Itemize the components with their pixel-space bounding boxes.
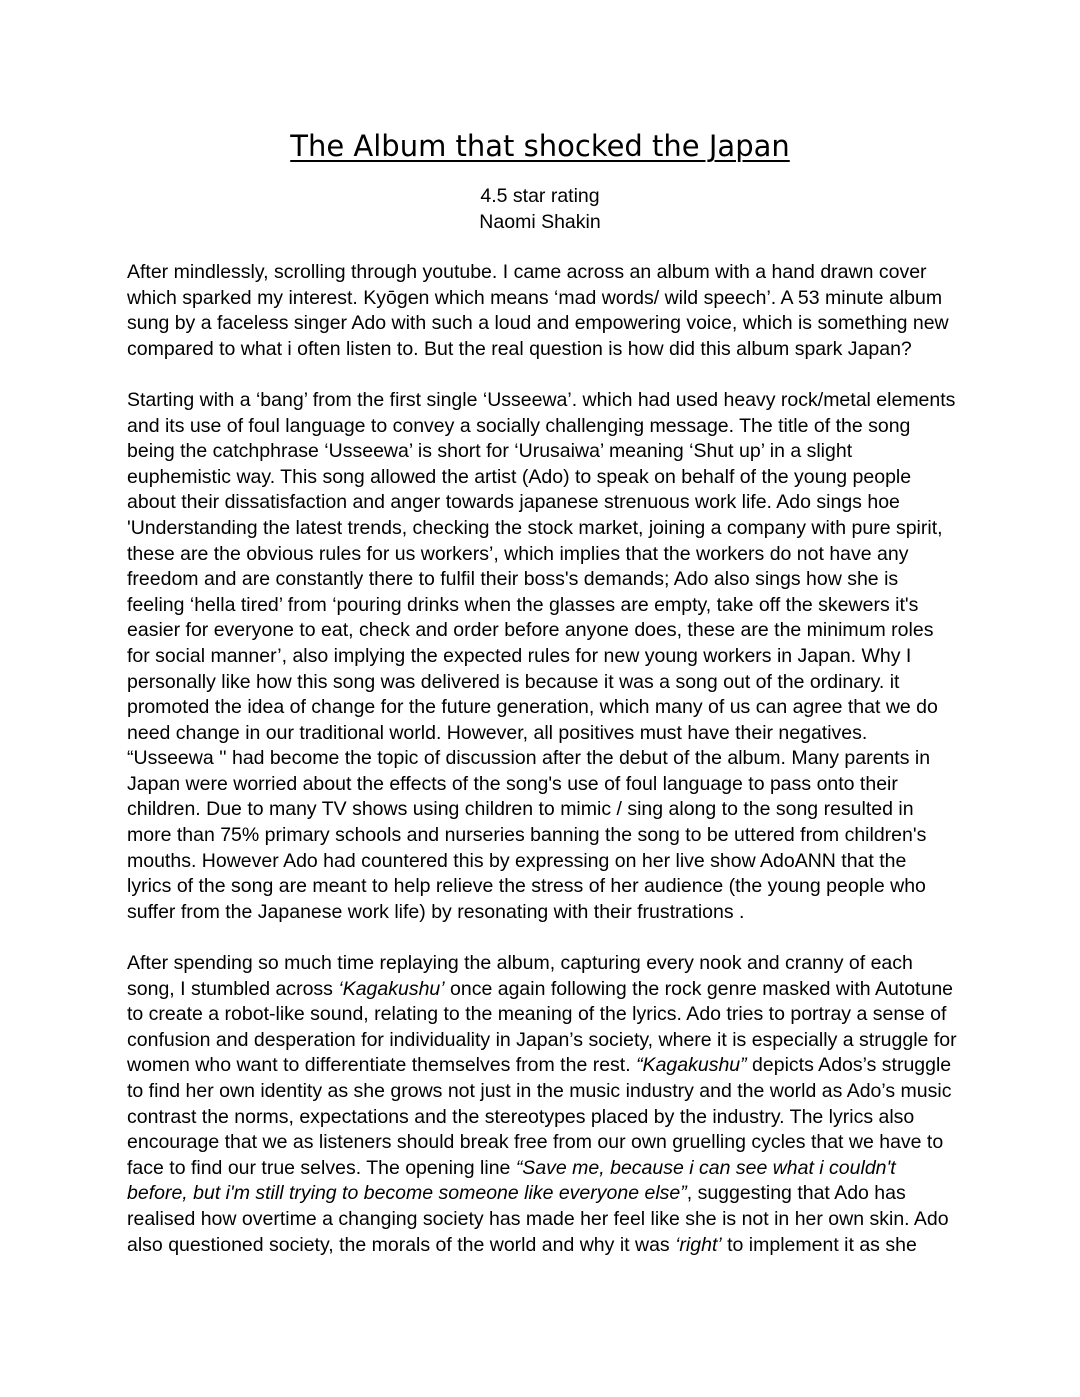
text-line	[127, 260, 967, 286]
text-run: to create a robot-like sound, relating to the meaning of the lyrics. Ado tries to portray a sense of	[127, 1003, 947, 1026]
text-line	[127, 1028, 967, 1054]
text-line	[127, 1130, 967, 1156]
text-run: 'Understanding the latest trends, checking the stock market, joining a company with pure spirit,	[127, 516, 943, 539]
text-run: these are the obvious rules for us workers’, which implies that the workers do not have any	[127, 542, 909, 565]
page-title-text: The Album that shocked the Japan	[290, 129, 790, 163]
text-run: to implement it as she	[721, 1233, 917, 1256]
text-line	[127, 874, 967, 900]
text-run: and its use of foul language to convey a socially challenging message. The title of the song	[127, 414, 911, 437]
text-line	[127, 465, 967, 491]
text-run: feeling ‘hella tired’ from ‘pouring drinks when the glasses are empty, take off the skewers it's	[127, 593, 919, 616]
text-line	[127, 516, 967, 542]
text-line	[127, 721, 967, 747]
author-name: Naomi Shakin	[479, 211, 601, 233]
text-run: suffer from the Japanese work life) by resonating with their frustrations .	[127, 900, 745, 923]
text-run: being the catchphrase ‘Usseewa’ is short for ‘Urusaiwa’ meaning ‘Shut up’ in a slight	[127, 440, 853, 463]
text-line	[127, 337, 967, 363]
paragraph	[127, 951, 967, 1258]
text-run: , suggesting that Ado has	[686, 1182, 906, 1205]
text-line	[127, 695, 967, 721]
text-line	[127, 772, 967, 798]
italic-text: “Save me, because i can see what i couldn't	[515, 1156, 896, 1179]
paragraph	[127, 388, 967, 925]
text-run: once again following the rock genre masked with Autotune	[444, 977, 954, 1000]
text-run: more than 75% primary schools and nurseries banning the song to be uttered from children's	[127, 824, 927, 847]
text-run: encourage that we as listeners should break free from our own gruelling cycles that we have to	[127, 1131, 944, 1154]
text-line	[127, 951, 967, 977]
text-line	[127, 567, 967, 593]
italic-text: ‘right’	[675, 1233, 722, 1256]
text-run: need change in our traditional world. However, all positives must have their negatives.	[127, 721, 868, 744]
text-line	[127, 542, 967, 568]
italic-text: “Kagakushu”	[636, 1054, 747, 1077]
text-line	[127, 286, 967, 312]
text-line	[127, 900, 967, 926]
article-body	[127, 260, 967, 1284]
text-line	[127, 1002, 967, 1028]
text-line	[127, 1079, 967, 1105]
text-line	[127, 618, 967, 644]
text-run: women who want to differentiate themselves from the rest.	[127, 1054, 637, 1077]
text-run: Japan were worried about the effects of the song's use of foul language to pass onto their	[127, 772, 898, 795]
text-line	[127, 1156, 967, 1182]
text-line	[127, 823, 967, 849]
text-run: also questioned society, the morals of the world and why it was	[127, 1233, 676, 1256]
review-meta	[0, 183, 1080, 235]
text-line	[127, 977, 967, 1003]
text-line	[127, 593, 967, 619]
italic-text: ‘Kagakushu’	[338, 977, 445, 1000]
text-run: After spending so much time replaying the album, capturing every nook and cranny of each	[127, 952, 913, 975]
text-run: “Usseewa '' had become the topic of discussion after the debut of the album. Many parents in	[127, 747, 931, 770]
text-line	[127, 388, 967, 414]
text-run: about their dissatisfaction and anger towards japanese strenuous work life. Ado sings hoe	[127, 491, 900, 514]
text-run: sung by a faceless singer Ado with such a loud and empowering voice, which is something new	[127, 312, 949, 335]
text-line	[127, 644, 967, 670]
text-run: euphemistic way. This song allowed the artist (Ado) to speak on behalf of the young people	[127, 465, 912, 488]
text-line	[127, 1207, 967, 1233]
text-run: children. Due to many TV shows using children to mimic / sing along to the song resulted in	[127, 798, 914, 821]
text-line	[127, 490, 967, 516]
text-line	[127, 746, 967, 772]
text-line	[127, 1181, 967, 1207]
text-run: freedom and are constantly there to fulfil their boss's demands; Ado also sings how she is	[127, 568, 899, 591]
text-line	[127, 1053, 967, 1079]
text-run: personally like how this song was delivered is because it was a song out of the ordinary. it	[127, 670, 900, 693]
text-run: face to find our true selves. The opening line	[127, 1156, 516, 1179]
italic-text: before, but i'm still trying to become someone like everyone else”	[127, 1182, 687, 1205]
text-line	[127, 670, 967, 696]
text-run: easier for everyone to eat, check and order before anyone does, these are the minimum roles	[127, 619, 934, 642]
text-run: After mindlessly, scrolling through youtube. I came across an album with a hand drawn cover	[127, 261, 927, 283]
text-run: which sparked my interest. Kyōgen which means ‘mad words/ wild speech’. A 53 minute album	[127, 286, 943, 309]
text-line	[127, 849, 967, 875]
text-run: lyrics of the song are meant to help relieve the stress of her audience (the young people who	[127, 875, 926, 898]
text-run: to find her own identity as she grows not just in the music industry and the world as Ado’s music	[127, 1080, 952, 1102]
text-line	[127, 414, 967, 440]
text-run: compared to what i often listen to. But the real question is how did this album spark Japan?	[127, 337, 912, 360]
text-run: Starting with a ‘bang’ from the first single ‘Usseewa’. which had used heavy rock/metal elements	[127, 388, 956, 411]
text-line	[127, 797, 967, 823]
text-run: contrast the norms, expectations and the stereotypes placed by the industry. The lyrics also	[127, 1105, 915, 1128]
text-run: promoted the idea of change for the future generation, which many of us can agree that we do	[127, 696, 938, 719]
text-run: depicts Ados’s struggle	[746, 1054, 952, 1077]
paragraph	[127, 260, 967, 362]
text-run: for social manner’, also implying the expected rules for new young workers in Japan. Why I	[127, 644, 912, 667]
text-run: mouths. However Ado had countered this by expressing on her live show AdoANN that the	[127, 849, 907, 872]
text-line	[127, 1105, 967, 1131]
text-run: realised how overtime a changing society has made her feel like she is not in her own skin. Ado	[127, 1207, 949, 1230]
text-run: confusion and desperation for individuality in Japan’s society, where it is especially a struggle for	[127, 1028, 957, 1051]
text-line	[127, 1233, 967, 1259]
star-rating: 4.5 star rating	[480, 185, 600, 207]
page-title	[0, 126, 1080, 166]
text-run: song, I stumbled across	[127, 977, 339, 1000]
text-line	[127, 439, 967, 465]
text-line	[127, 311, 967, 337]
